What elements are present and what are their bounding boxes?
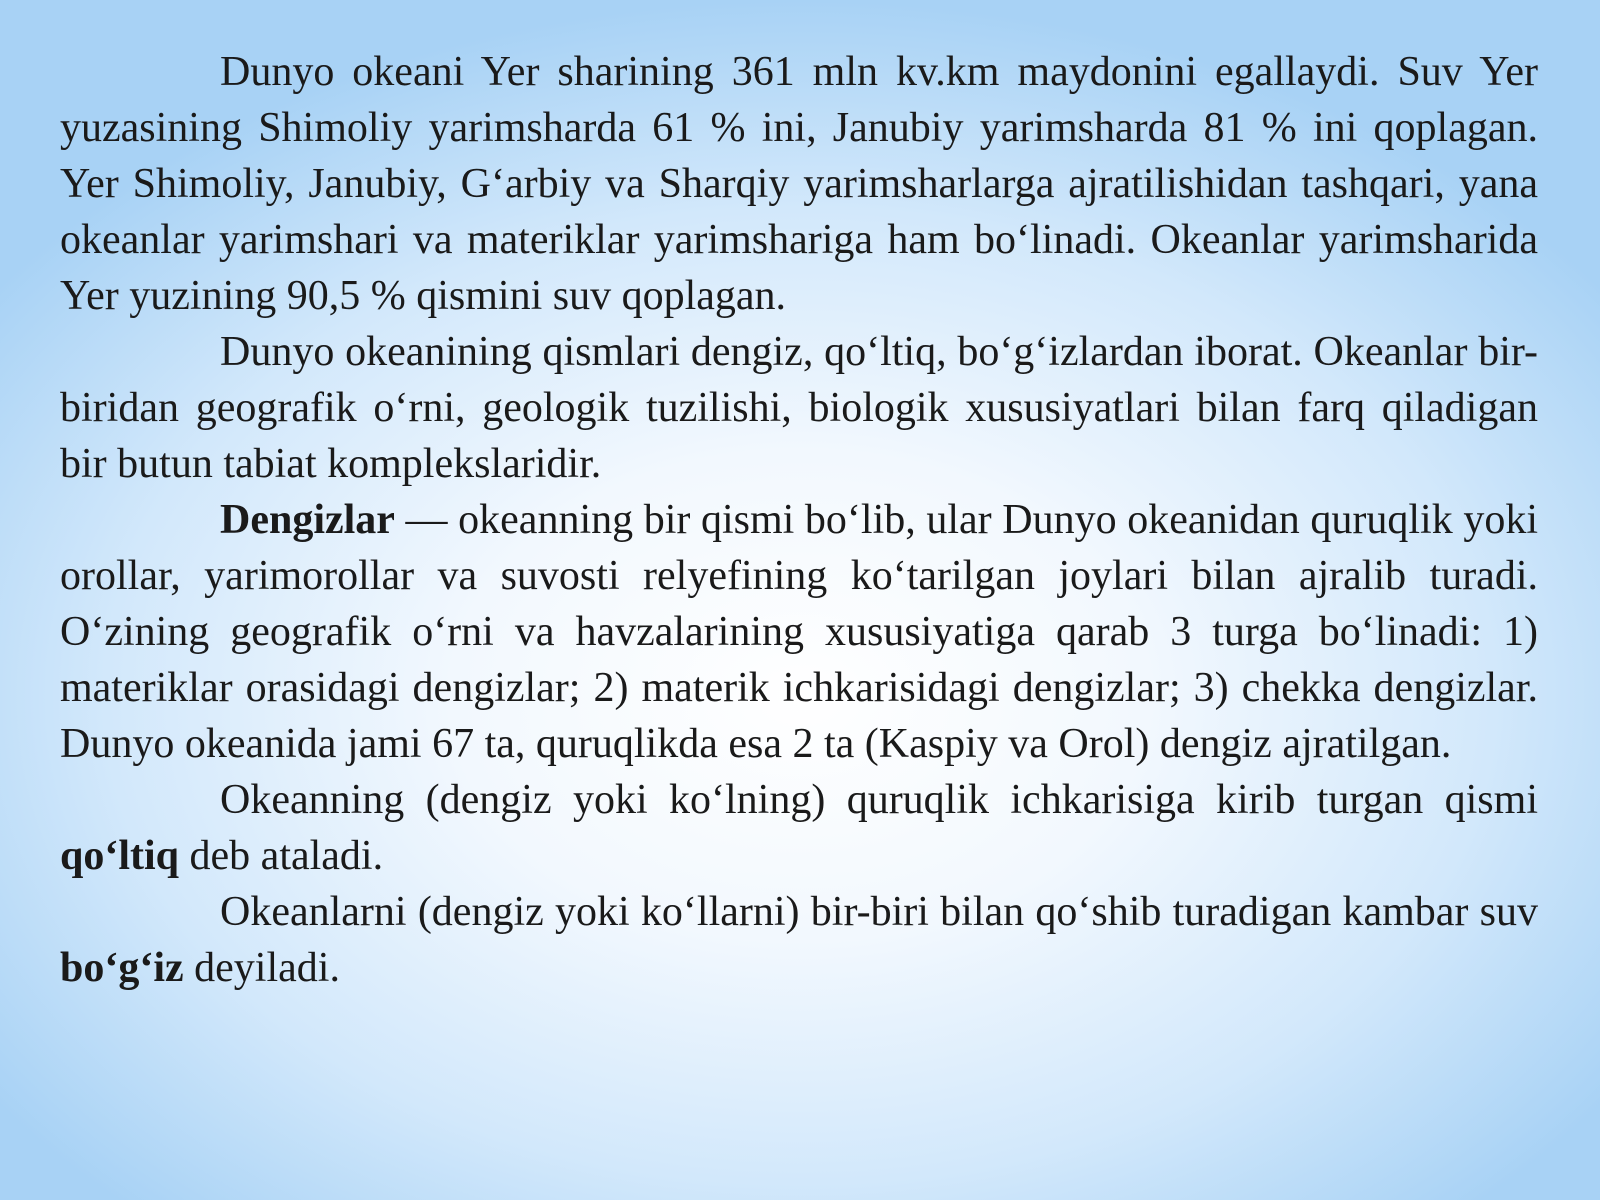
paragraph-gulf-definition: [60, 772, 1538, 884]
term-dengizlar: Dengizlar: [220, 497, 395, 543]
paragraph-text: Okeanning (dengiz yoki ko‘lning) quruqlik ichkarisiga kirib turgan qismi: [220, 777, 1538, 823]
term-qoltiq: qo‘ltiq: [60, 833, 180, 879]
paragraph-text: — okeanning bir qismi bo‘lib, ular Dunyo okeanidan quruqlik yoki orollar, yarimorollar va suvosti relyefining ko‘tarilgan joylari bilan ajralib turadi. O‘zining geografik o‘rni va havzalarining xususiyatiga qarab 3 turga bo‘linadi: 1) materiklar orasidagi dengizlar; 2) materik ichkarisidagi dengizlar; 3) chekka dengizlar. Dunyo okeanida jami 67 ta, quruqlikda esa 2 ta (Kaspiy va Orol) dengiz ajratilgan.: [60, 497, 1538, 767]
slide-text-body: [60, 44, 1538, 996]
paragraph-text: Dunyo okeani Yer sharining 361 mln kv.km maydonini egallaydi. Suv Yer yuzasining Shimoliy yarimsharda 61 % ini, Janubiy yarimsharda 81 % ini qoplagan. Yer Shimoliy, Janubiy, G‘arbiy va Sharqiy yarimsharlarga ajratilishidan tashqari, yana okeanlar yarimshari va materiklar yarimshariga ham bo‘linadi. Okeanlar yarimsharida Yer yuzining 90,5 % qismini suv qoplagan.: [60, 49, 1538, 319]
paragraph-world-ocean-area: [60, 44, 1538, 324]
paragraph-text: Dunyo okeanining qismlari dengiz, qo‘ltiq, bo‘g‘izlardan iborat. Okeanlar bir-biridan geografik o‘rni, geologik tuzilishi, biologik xususiyatlari bilan farq qiladigan bir butun tabiat komplekslaridir.: [60, 329, 1538, 487]
paragraph-ocean-parts: [60, 324, 1538, 492]
paragraph-text: deb ataladi.: [179, 833, 384, 879]
paragraph-strait-definition: [60, 884, 1538, 996]
paragraph-text: deyiladi.: [183, 945, 340, 991]
term-bogiz: bo‘g‘iz: [60, 945, 184, 991]
paragraph-seas-definition: [60, 492, 1538, 772]
paragraph-text: Okeanlarni (dengiz yoki ko‘llarni) bir-biri bilan qo‘shib turadigan kambar suv: [220, 889, 1538, 935]
